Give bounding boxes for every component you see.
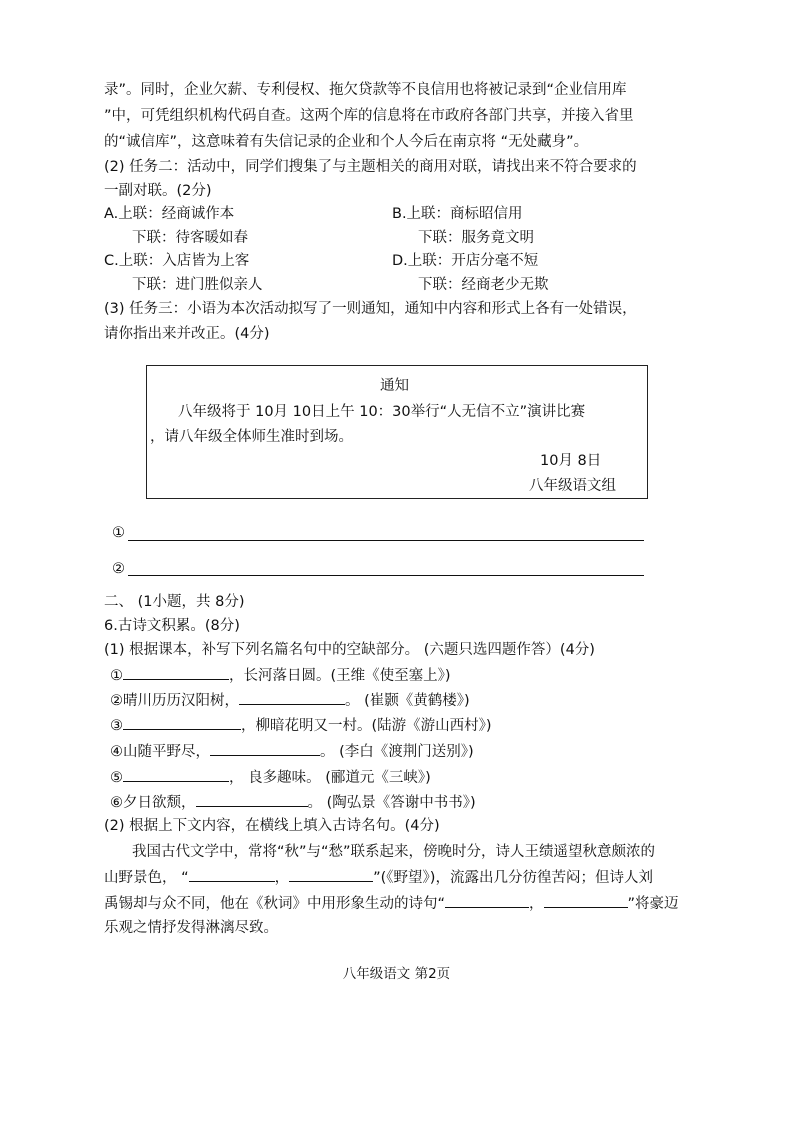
poem-item-1: ① ，长河落日圆。(王维《使至塞上》) bbox=[110, 665, 451, 686]
answer-line-2[interactable] bbox=[128, 575, 644, 576]
q6-sub1: (1) 根据课本，补写下列名篇名句中的空缺部分。 (六题只选四题作答）(4分) bbox=[104, 642, 595, 658]
blank-9[interactable] bbox=[445, 893, 529, 908]
blank-1[interactable] bbox=[123, 665, 229, 680]
page-footer: 八年级语文 第2页 bbox=[342, 966, 451, 982]
option-a-upper: A.上联：经商诚作本 bbox=[104, 206, 235, 222]
intro-line-3: 的“诚信库”，这意味着有失信记录的企业和个人今后在南京将 “无处藏身”。 bbox=[104, 134, 589, 150]
blank-4[interactable] bbox=[210, 741, 320, 756]
para-line-4: 乐观之情抒发得淋漓尽致。 bbox=[104, 920, 278, 936]
option-d-upper: D.上联：开店分毫不短 bbox=[392, 253, 539, 269]
task3-prompt-1: (3) 任务三：小语为本次活动拟写了一则通知，通知中内容和形式上各有一处错误， bbox=[104, 301, 637, 317]
blank-5[interactable] bbox=[123, 767, 229, 782]
blank-7[interactable] bbox=[189, 867, 275, 882]
answer-label-1: ① bbox=[112, 525, 125, 541]
section2-heading: 二、 (1小题，共 8分) bbox=[104, 594, 245, 610]
para-line-1: 我国古代文学中，常将“秋”与“愁”联系起来，傍晚时分，诗人王绩遥望秋意颇浓的 bbox=[132, 844, 656, 860]
poem-item-5: ⑤ ， 良多趣味。 (郦道元《三峡》) bbox=[110, 767, 431, 788]
intro-line-2: ”中，可凭组织机构代码自查。这两个库的信息将在市政府各部门共享，并接入省里 bbox=[104, 108, 634, 124]
answer-label-2: ② bbox=[112, 561, 125, 577]
intro-line-1: 录”。同时，企业欠薪、专利侵权、拖欠贷款等不良信用也将被记录到“企业信用库 bbox=[104, 82, 627, 98]
option-b-upper: B.上联：商标昭信用 bbox=[392, 206, 523, 222]
q6-sub2: (2) 根据上下文内容，在横线上填入古诗名句。(4分) bbox=[104, 818, 440, 834]
notice-body-1: 八年级将于 10月 10日上午 10：30举行“人无信不立”演讲比赛 bbox=[178, 404, 586, 420]
notice-title: 通知 bbox=[380, 378, 409, 394]
para-line-3: 禹锡却与众不同，他在《秋词》中用形象生动的诗句“ ， ”将豪迈 bbox=[104, 893, 679, 914]
blank-6[interactable] bbox=[196, 792, 308, 807]
task2-prompt-2: 一副对联。(2分) bbox=[104, 183, 212, 199]
notice-signature: 八年级语文组 bbox=[529, 478, 616, 494]
blank-3[interactable] bbox=[123, 715, 241, 730]
option-a-lower: 下联：待客暖如春 bbox=[132, 230, 248, 246]
blank-10[interactable] bbox=[544, 893, 628, 908]
option-c-lower: 下联：进门胜似亲人 bbox=[132, 277, 263, 293]
poem-item-3: ③ ，柳暗花明又一村。(陆游《游山西村》) bbox=[110, 715, 492, 736]
poem-item-2: ②晴川历历汉阳树， 。 (崔颢《黄鹤楼》) bbox=[110, 690, 470, 711]
para-line-2: 山野景色， “ ， ”(《野望》)，流露出几分彷徨苦闷；但诗人刘 bbox=[104, 867, 653, 888]
option-d-lower: 下联：经商老少无欺 bbox=[418, 277, 549, 293]
q6-heading: 6.古诗文积累。(8分) bbox=[104, 618, 240, 634]
blank-2[interactable] bbox=[239, 690, 345, 705]
option-b-lower: 下联：服务竟文明 bbox=[418, 230, 534, 246]
task3-prompt-2: 请你指出来并改正。(4分) bbox=[104, 326, 270, 342]
blank-8[interactable] bbox=[289, 867, 373, 882]
poem-item-6: ⑥夕日欲颓， 。 (陶弘景《答谢中书书》) bbox=[110, 792, 476, 813]
answer-line-1[interactable] bbox=[128, 540, 644, 541]
option-c-upper: C.上联：入店皆为上客 bbox=[104, 253, 250, 269]
task2-prompt-1: (2) 任务二：活动中，同学们搜集了与主题相关的商用对联，请找出来不符合要求的 bbox=[104, 159, 637, 175]
notice-body-2: ，请八年级全体师生准时到场。 bbox=[150, 429, 353, 445]
notice-date: 10月 8日 bbox=[540, 453, 602, 469]
poem-item-4: ④山随平野尽， 。 (李白《渡荆门送别》) bbox=[110, 741, 474, 762]
